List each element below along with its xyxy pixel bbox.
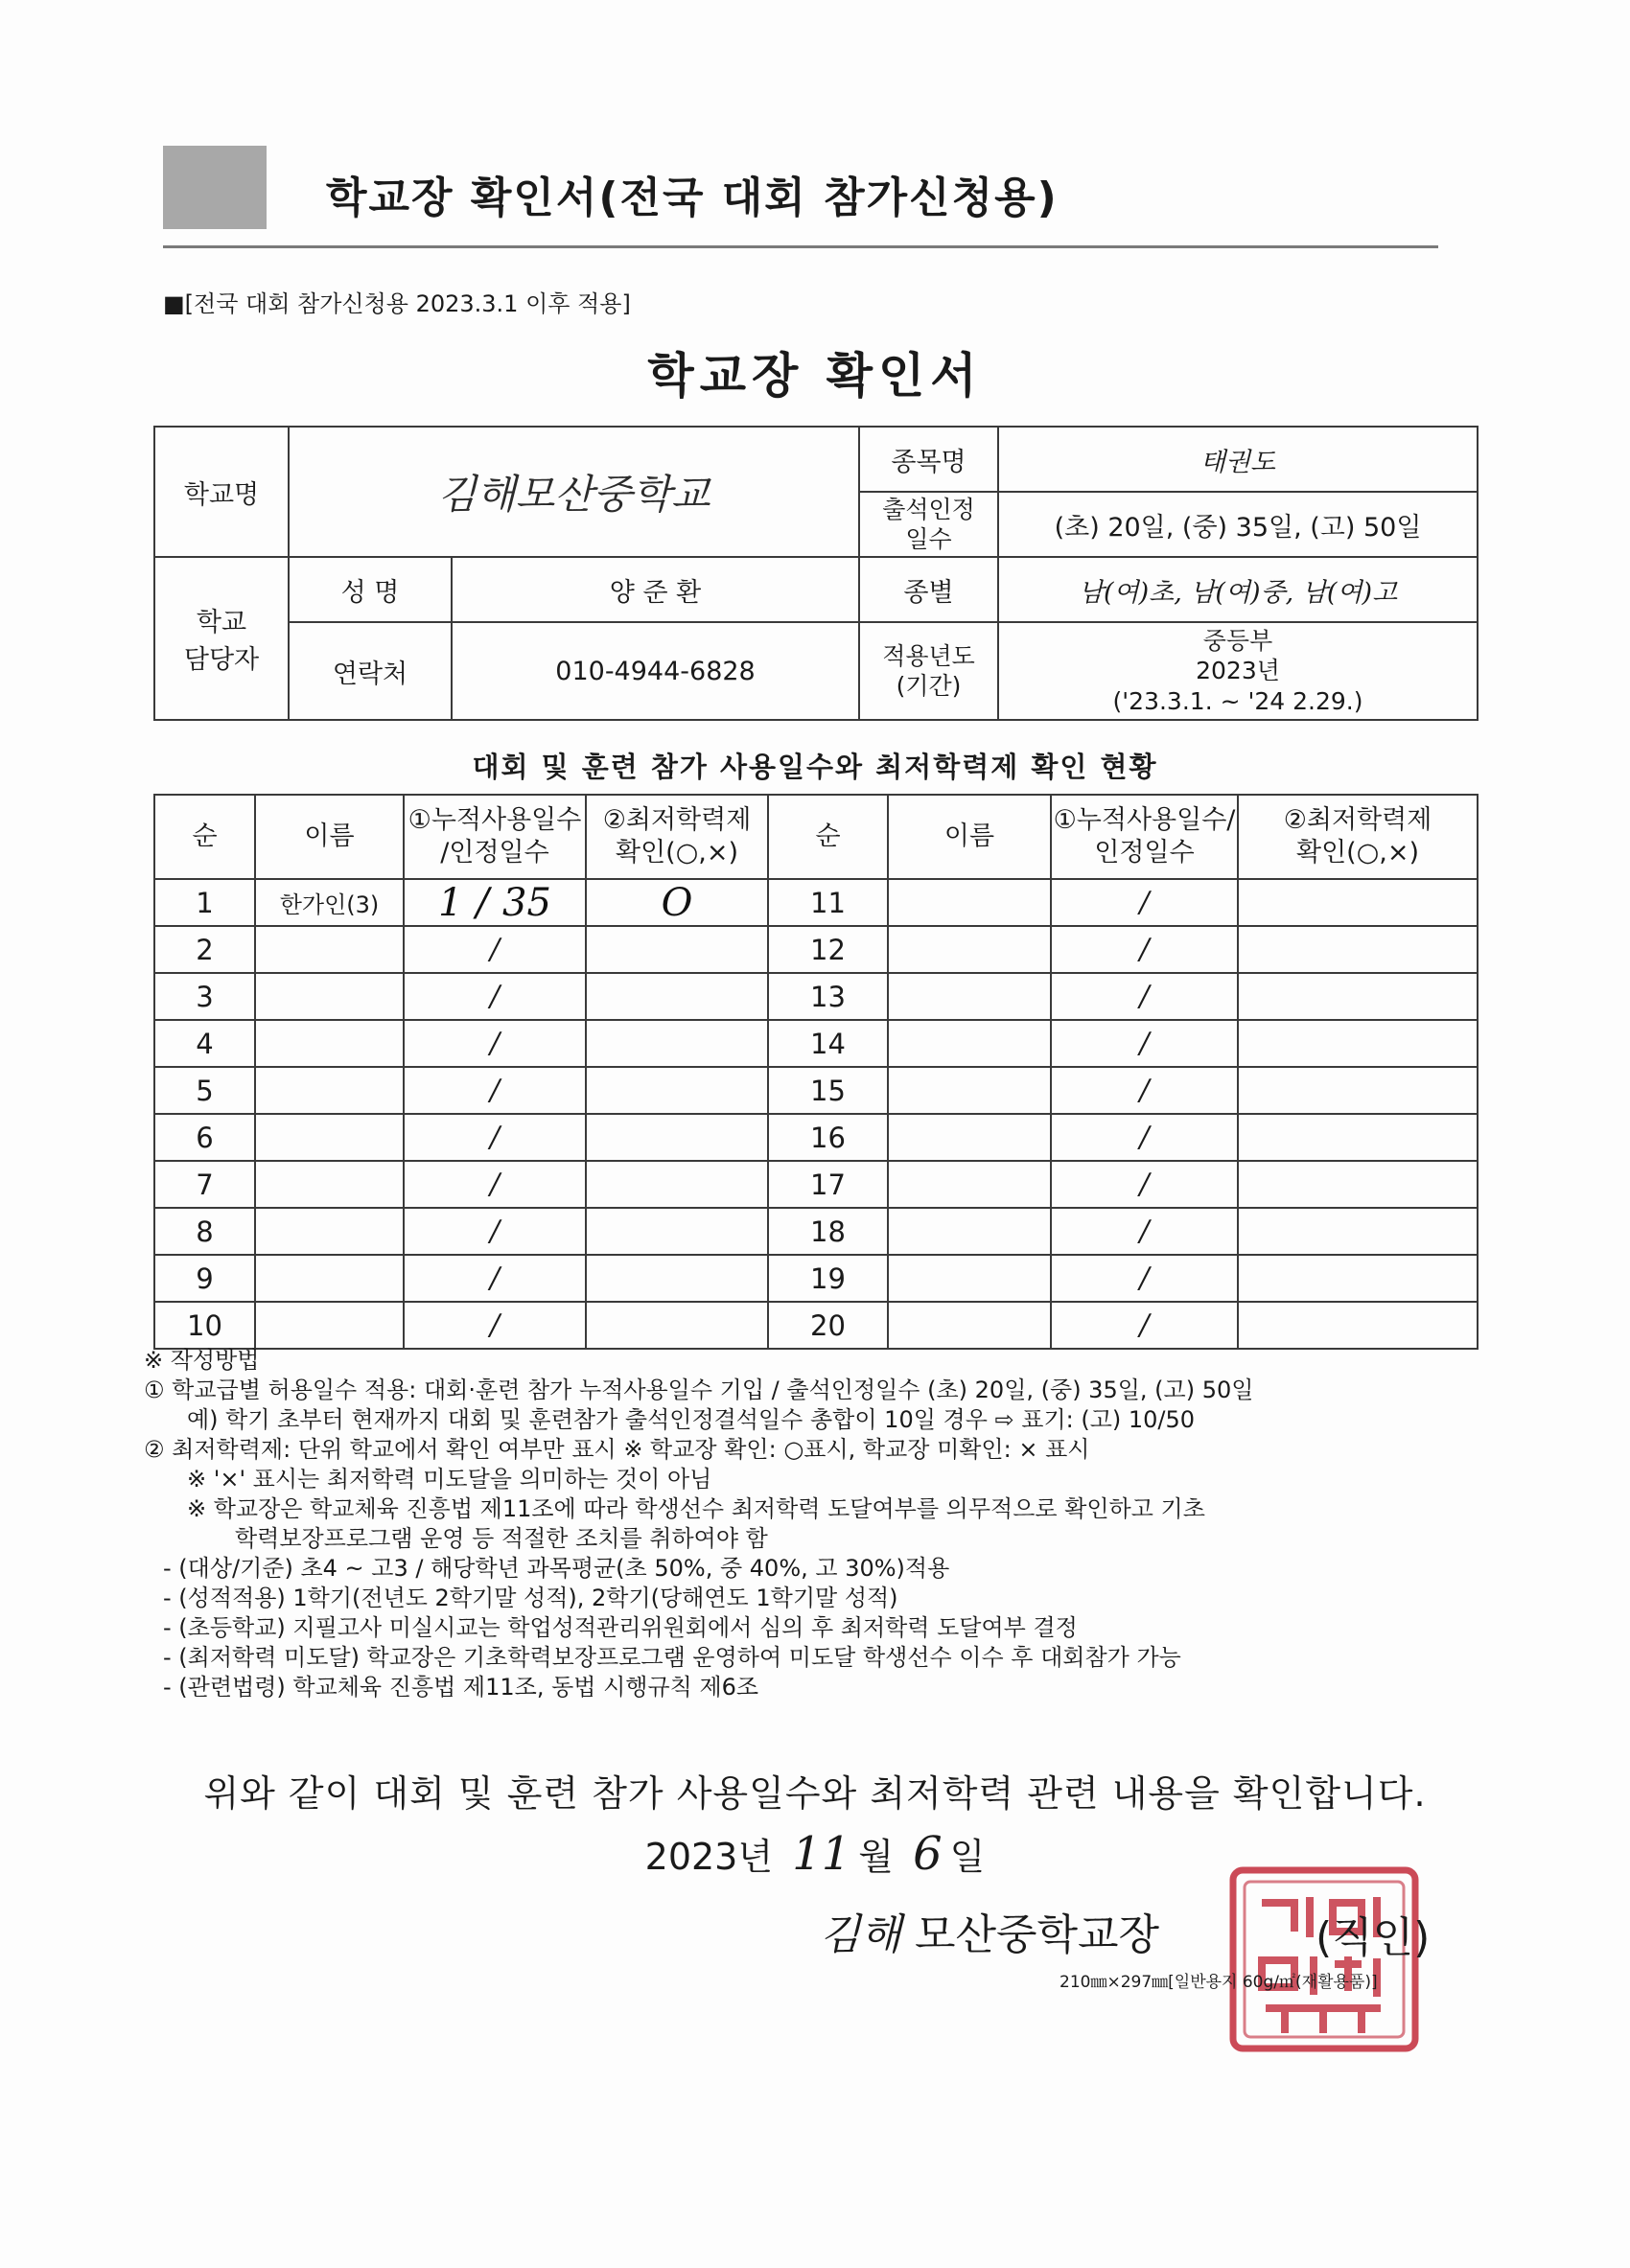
row-days-right: / xyxy=(1051,1302,1238,1349)
signature-printed: 모산중학교장 xyxy=(915,1910,1160,1959)
confirmation-statement: 위와 같이 대회 및 훈련 참가 사용일수와 최저학력 관련 내용을 확인합니다. xyxy=(203,1772,1427,1815)
row-academic-check xyxy=(586,1302,768,1349)
row-name-right xyxy=(888,1114,1051,1161)
sport-label: 종목명 xyxy=(859,427,998,492)
row-days: / xyxy=(404,1161,586,1208)
notes-heading: ※ 작성방법 xyxy=(144,1347,260,1374)
table-row xyxy=(154,1255,1478,1302)
row-name xyxy=(255,1114,404,1161)
row-no-right: 12 xyxy=(768,926,888,973)
row-days-right: / xyxy=(1051,1255,1238,1302)
row-no-right: 14 xyxy=(768,1020,888,1067)
row-no: 8 xyxy=(154,1208,255,1255)
school-info-table xyxy=(153,426,1479,721)
row-academic-check xyxy=(586,926,768,973)
attendance-days-label: 출석인정 일수 xyxy=(859,492,998,557)
apply-year-value: 중등부 2023년 ('23.3.1. ~ '24 2.29.) xyxy=(998,622,1478,720)
row-days-right: / xyxy=(1051,1114,1238,1161)
row-academic-check-right xyxy=(1238,1161,1478,1208)
note-dash-2: - (성적적용) 1학기(전년도 2학기말 성적), 2학기(당해연도 1학기말 성적) xyxy=(163,1585,898,1611)
school-name-value: 김해모산중학교 xyxy=(289,427,859,557)
note-dash-4: - (최저학력 미도달) 학교장은 기초학력보장프로그램 운영하여 미도달 학생선수 이수 후 대회참가 가능 xyxy=(163,1644,1181,1671)
row-academic-check: O xyxy=(586,879,768,926)
row-no: 5 xyxy=(154,1067,255,1114)
row-academic-check-right xyxy=(1238,1067,1478,1114)
roster-body xyxy=(154,879,1478,1349)
date-month-unit: 월 xyxy=(858,1836,894,1878)
note-item-2: ② 최저학력제: 단위 학교에서 확인 여부만 표시 ※ 학교장 확인: ○표시, 학교장 미확인: × 표시 xyxy=(144,1436,1090,1463)
row-no-right: 11 xyxy=(768,879,888,926)
gender-value: 남(여)초, 남(여)중, 남(여)고 xyxy=(998,557,1478,622)
row-days: / xyxy=(404,973,586,1020)
row-no-right: 19 xyxy=(768,1255,888,1302)
row-academic-check xyxy=(586,973,768,1020)
row-days-right: / xyxy=(1051,879,1238,926)
school-name-label: 학교명 xyxy=(154,427,289,557)
row-academic-check-right xyxy=(1238,879,1478,926)
row-no-right: 17 xyxy=(768,1161,888,1208)
table-row xyxy=(154,1067,1478,1114)
col-header-days: ①누적사용일수 /인정일수 xyxy=(404,795,586,879)
row-name-right xyxy=(888,879,1051,926)
row-name-right xyxy=(888,1208,1051,1255)
signature-handwritten: 김해 xyxy=(820,1910,902,1959)
roster-section-title: 대회 및 훈련 참가 사용일수와 최저학력제 확인 현황 xyxy=(472,751,1158,783)
principal-signature xyxy=(820,1900,1159,1961)
row-no-right: 16 xyxy=(768,1114,888,1161)
table-row xyxy=(154,926,1478,973)
row-no-right: 13 xyxy=(768,973,888,1020)
days-separator: / xyxy=(476,880,490,925)
row-academic-check-right xyxy=(1238,926,1478,973)
date-year: 2023년 xyxy=(644,1836,774,1878)
row-name-right xyxy=(888,1255,1051,1302)
row-name-right xyxy=(888,973,1051,1020)
row-name-right xyxy=(888,1161,1051,1208)
row-days: / xyxy=(404,1302,586,1349)
row-name: 한가인(3) xyxy=(255,879,404,926)
table-row xyxy=(154,1302,1478,1349)
table-row xyxy=(154,1208,1478,1255)
gender-label: 종별 xyxy=(859,557,998,622)
row-no-right: 20 xyxy=(768,1302,888,1349)
row-name xyxy=(255,1208,404,1255)
row-academic-check xyxy=(586,1020,768,1067)
seal-label: (직인) xyxy=(1316,1913,1431,1962)
col-header-name: 이름 xyxy=(255,795,404,879)
banner-title: 학교장 확인서(전국 대회 참가신청용) xyxy=(326,174,1059,222)
row-academic-check-right xyxy=(1238,973,1478,1020)
row-name-right xyxy=(888,1302,1051,1349)
row-academic-check xyxy=(586,1208,768,1255)
row-name xyxy=(255,1020,404,1067)
note-sub-2: ※ 학교장은 학교체육 진흥법 제11조에 따라 학생선수 최저학력 도달여부를 의무적으로 확인하고 기초 xyxy=(187,1495,1205,1522)
row-no-right: 18 xyxy=(768,1208,888,1255)
contact-value: 010-4944-6828 xyxy=(452,622,859,720)
row-name xyxy=(255,926,404,973)
banner-gray-block xyxy=(163,146,267,229)
manager-name-label: 성 명 xyxy=(289,557,452,622)
date-month-value: 11 xyxy=(792,1827,851,1881)
row-academic-check-right xyxy=(1238,1114,1478,1161)
col-header-academic-right: ②최저학력제 확인(○,×) xyxy=(1238,795,1478,879)
manager-name-value: 양 준 환 xyxy=(452,557,859,622)
days-total: 35 xyxy=(502,880,551,925)
row-no: 3 xyxy=(154,973,255,1020)
row-days: / xyxy=(404,1208,586,1255)
row-no: 2 xyxy=(154,926,255,973)
row-days: / xyxy=(404,926,586,973)
row-no-right: 15 xyxy=(768,1067,888,1114)
row-days-right: / xyxy=(1051,1020,1238,1067)
note-item-1: ① 학교급별 허용일수 적용: 대회·훈련 참가 누적사용일수 기입 / 출석인정일수 (초) 20일, (중) 35일, (고) 50일 xyxy=(144,1377,1254,1403)
row-days-right: / xyxy=(1051,1161,1238,1208)
row-name-right xyxy=(888,1020,1051,1067)
note-example: 예) 학기 초부터 현재까지 대회 및 훈련참가 출석인정결석일수 총합이 10일 경우 ⇨ 표기: (고) 10/50 xyxy=(187,1406,1196,1433)
form-subheading: ■[전국 대회 참가신청용 2023.3.1 이후 적용] xyxy=(163,290,631,317)
row-no: 6 xyxy=(154,1114,255,1161)
row-academic-check xyxy=(586,1255,768,1302)
row-no: 7 xyxy=(154,1161,255,1208)
row-days-right: / xyxy=(1051,926,1238,973)
row-no: 9 xyxy=(154,1255,255,1302)
row-academic-check-right xyxy=(1238,1208,1478,1255)
row-days: / xyxy=(404,1020,586,1067)
row-name xyxy=(255,1255,404,1302)
row-days: / xyxy=(404,1255,586,1302)
row-name xyxy=(255,1067,404,1114)
row-days: / xyxy=(404,1067,586,1114)
roster-table xyxy=(153,794,1479,1350)
table-row xyxy=(154,879,1478,926)
attendance-days-value: (초) 20일, (중) 35일, (고) 50일 xyxy=(998,492,1478,557)
paper-spec: 210㎜×297㎜[일반용지 60g/㎡(재활용품)] xyxy=(1060,1973,1378,1992)
row-academic-check-right xyxy=(1238,1020,1478,1067)
row-academic-check-right xyxy=(1238,1255,1478,1302)
row-days-filled xyxy=(404,879,586,926)
row-name xyxy=(255,1302,404,1349)
row-days: / xyxy=(404,1114,586,1161)
row-academic-check xyxy=(586,1067,768,1114)
row-name xyxy=(255,1161,404,1208)
row-days-right: / xyxy=(1051,1208,1238,1255)
row-days-right: / xyxy=(1051,973,1238,1020)
document-title: 학교장 확인서 xyxy=(647,348,983,404)
sport-value: 태권도 xyxy=(998,427,1478,492)
days-used: 1 xyxy=(438,880,463,925)
row-academic-check xyxy=(586,1161,768,1208)
banner-divider xyxy=(163,245,1438,248)
row-academic-check xyxy=(586,1114,768,1161)
table-row xyxy=(154,1114,1478,1161)
writing-instructions xyxy=(144,1346,1486,1702)
note-dash-1: - (대상/기준) 초4 ~ 고3 / 해당학년 과목평균(초 50%, 중 40%, 고 30%)적용 xyxy=(163,1555,950,1582)
table-row xyxy=(154,1161,1478,1208)
note-dash-3: - (초등학교) 지필고사 미실시교는 학업성적관리위원회에서 심의 후 최저학력 도달여부 결정 xyxy=(163,1614,1078,1641)
manager-label: 학교 담당자 xyxy=(154,557,289,720)
note-dash-5: - (관련법령) 학교체육 진흥법 제11조, 동법 시행규칙 제6조 xyxy=(163,1674,759,1701)
col-header-academic: ②최저학력제 확인(○,×) xyxy=(586,795,768,879)
row-no: 1 xyxy=(154,879,255,926)
row-name xyxy=(255,973,404,1020)
col-header-no-right: 순 xyxy=(768,795,888,879)
row-name-right xyxy=(888,1067,1051,1114)
note-sub-1: ※ '×' 표시는 최저학력 미도달을 의미하는 것이 아님 xyxy=(187,1466,712,1493)
row-no: 10 xyxy=(154,1302,255,1349)
col-header-days-right: ①누적사용일수/ 인정일수 xyxy=(1051,795,1238,879)
row-name-right xyxy=(888,926,1051,973)
date-day-unit: 일 xyxy=(949,1836,986,1878)
row-no: 4 xyxy=(154,1020,255,1067)
col-header-name-right: 이름 xyxy=(888,795,1051,879)
table-row xyxy=(154,1020,1478,1067)
date-day-value: 6 xyxy=(913,1827,943,1881)
col-header-no: 순 xyxy=(154,795,255,879)
row-academic-check-right xyxy=(1238,1302,1478,1349)
note-sub-2-cont: 학력보장프로그램 운영 등 적절한 조치를 취하여야 함 xyxy=(235,1525,768,1552)
contact-label: 연락처 xyxy=(289,622,452,720)
apply-year-label: 적용년도 (기간) xyxy=(859,622,998,720)
table-row xyxy=(154,973,1478,1020)
row-days-right: / xyxy=(1051,1067,1238,1114)
